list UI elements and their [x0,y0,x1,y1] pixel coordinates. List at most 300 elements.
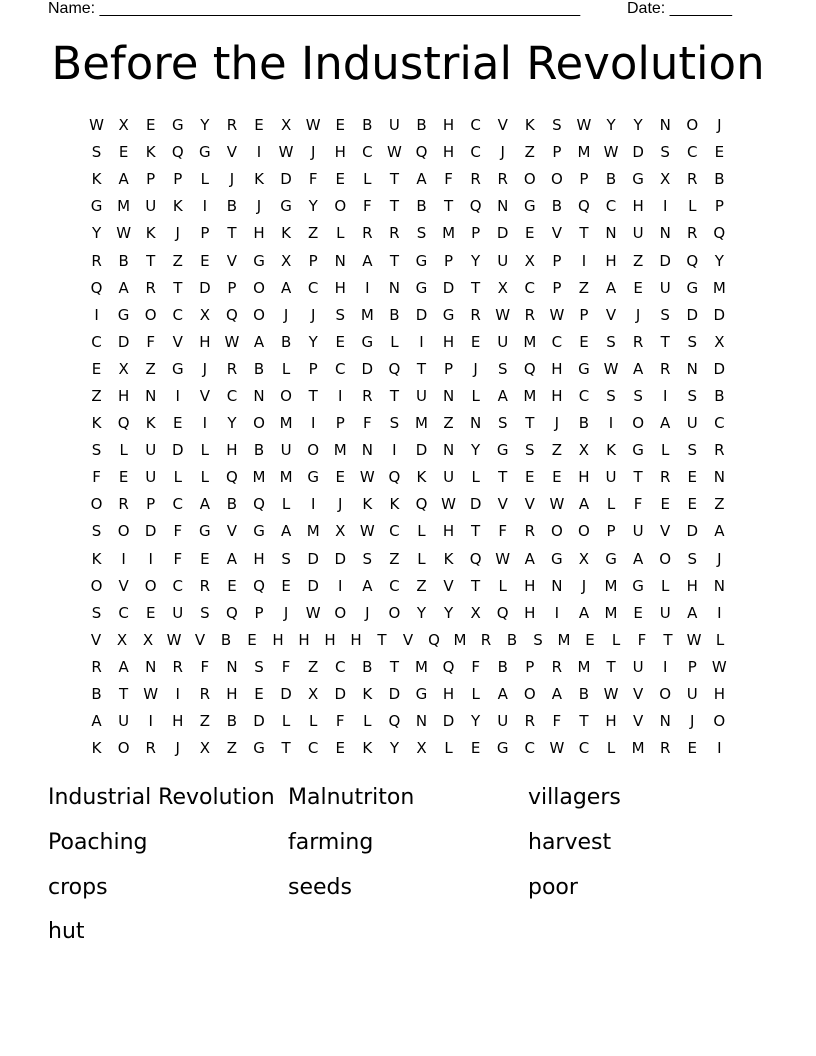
grid-letter[interactable]: S [91,143,102,162]
grid-letter[interactable]: K [172,197,183,216]
grid-letter[interactable]: R [524,305,535,324]
grid-letter[interactable]: Q [469,549,482,568]
grid-letter[interactable]: M [117,197,131,216]
grid-letter[interactable]: E [145,116,156,135]
grid-letter[interactable]: B [497,657,508,676]
grid-letter[interactable]: J [365,603,370,622]
grid-letter[interactable]: E [91,359,102,378]
grid-letter[interactable]: R [118,495,129,514]
grid-letter[interactable]: E [633,278,643,297]
grid-letter[interactable]: L [200,468,210,487]
grid-letter[interactable]: E [118,143,129,162]
grid-letter[interactable]: S [91,603,102,622]
grid-letter[interactable]: T [525,414,535,433]
grid-letter[interactable]: C [389,522,400,541]
grid-letter[interactable]: K [443,549,454,568]
grid-letter[interactable]: L [200,441,210,460]
grid-letter[interactable]: B [118,251,129,270]
grid-letter[interactable]: O [523,685,536,704]
grid-letter[interactable]: U [632,224,644,243]
grid-letter[interactable]: J [690,712,695,731]
grid-letter[interactable]: P [146,170,156,189]
grid-letter[interactable]: I [338,576,343,595]
grid-letter[interactable]: T [173,278,183,297]
grid-letter[interactable]: P [552,143,562,162]
grid-letter[interactable]: A [551,685,562,704]
date-field[interactable]: Date: _______ [627,0,732,17]
grid-letter[interactable]: E [335,332,345,351]
grid-letter[interactable]: X [280,116,292,135]
grid-letter[interactable]: N [659,224,671,243]
grid-letter[interactable]: S [606,332,616,351]
grid-letter[interactable]: T [471,576,481,595]
grid-letter[interactable]: A [605,278,617,297]
grid-letter[interactable]: G [253,739,265,758]
grid-letter[interactable]: O [253,278,265,297]
grid-letter[interactable]: S [281,549,291,568]
grid-letter[interactable]: T [308,386,318,405]
grid-letter[interactable]: H [524,603,536,622]
grid-letter[interactable]: O [90,576,103,595]
grid-letter[interactable]: R [226,359,238,378]
grid-letter[interactable]: B [714,386,725,405]
grid-letter[interactable]: I [148,712,153,731]
grid-letter[interactable]: E [552,468,562,487]
grid-letter[interactable]: Q [388,359,401,378]
grid-letter[interactable]: A [632,549,644,568]
grid-letter[interactable]: E [335,739,345,758]
grid-letter[interactable]: R [199,576,211,595]
grid-letter[interactable]: O [713,712,726,731]
grid-letter[interactable]: D [415,441,428,460]
grid-letter[interactable]: Y [471,712,481,731]
grid-letter[interactable]: W [549,305,565,324]
grid-letter[interactable]: A [687,603,698,622]
grid-letter[interactable]: U [659,603,671,622]
grid-letter[interactable]: M [360,305,374,324]
grid-letter[interactable]: J [717,116,722,135]
grid-letter[interactable]: Z [416,576,427,595]
grid-letter[interactable]: D [334,685,347,704]
grid-letter[interactable]: L [606,739,616,758]
grid-letter[interactable]: R [659,468,671,487]
grid-letter[interactable]: C [118,603,129,622]
grid-letter[interactable]: V [226,251,238,270]
grid-letter[interactable]: Y [471,251,481,270]
grid-letter[interactable]: D [280,685,292,704]
grid-letter[interactable]: Q [226,468,238,487]
grid-letter[interactable]: H [350,630,362,649]
name-field[interactable]: Name: ______________________________________________________ [48,0,581,17]
grid-letter[interactable]: G [171,359,184,378]
grid-letter[interactable]: F [552,712,562,731]
grid-letter[interactable]: H [524,576,536,595]
grid-letter[interactable]: B [416,197,427,216]
grid-letter[interactable]: Z [578,278,590,297]
grid-letter[interactable]: J [500,143,505,162]
grid-letter[interactable]: N [145,657,157,676]
grid-letter[interactable]: Q [226,603,238,622]
grid-letter[interactable]: E [281,576,291,595]
grid-letter[interactable]: H [199,332,211,351]
grid-letter[interactable]: O [578,522,590,541]
grid-letter[interactable]: S [254,657,264,676]
grid-letter[interactable]: O [632,414,644,433]
grid-letter[interactable]: O [686,116,699,135]
grid-letter[interactable]: R [389,224,400,243]
grid-letter[interactable]: F [633,495,643,514]
grid-letter[interactable]: O [334,603,347,622]
grid-letter[interactable]: S [633,386,643,405]
grid-letter[interactable]: T [660,332,670,351]
grid-letter[interactable]: P [146,495,156,514]
grid-letter[interactable]: V [226,522,238,541]
grid-letter[interactable]: P [444,251,454,270]
grid-letter[interactable]: R [551,657,563,676]
grid-letter[interactable]: M [523,386,537,405]
grid-letter[interactable]: T [606,657,616,676]
grid-letter[interactable]: G [361,332,374,351]
grid-letter[interactable]: A [226,549,238,568]
grid-letter[interactable]: W [576,116,592,135]
grid-letter[interactable]: U [280,441,292,460]
grid-letter[interactable]: V [226,143,238,162]
grid-letter[interactable]: C [307,739,319,758]
grid-letter[interactable]: J [338,495,343,514]
grid-letter[interactable]: N [253,386,265,405]
grid-letter[interactable]: P [525,657,535,676]
grid-letter[interactable]: K [524,116,535,135]
grid-letter[interactable]: Z [172,251,183,270]
grid-letter[interactable]: J [175,739,180,758]
grid-letter[interactable]: U [632,522,644,541]
grid-letter[interactable]: M [453,630,467,649]
grid-letter[interactable]: W [224,332,240,351]
grid-letter[interactable]: P [335,414,345,433]
grid-letter[interactable]: U [632,657,644,676]
grid-letter[interactable]: I [662,386,668,405]
grid-letter[interactable]: X [280,251,292,270]
grid-letter[interactable]: O [523,170,536,189]
grid-letter[interactable]: W [603,143,619,162]
grid-letter[interactable]: Y [308,332,318,351]
grid-letter[interactable]: F [200,657,210,676]
grid-letter[interactable]: K [91,170,102,189]
grid-letter[interactable]: L [308,712,318,731]
grid-letter[interactable]: I [554,603,560,622]
grid-letter[interactable]: O [253,414,265,433]
grid-letter[interactable]: E [200,549,210,568]
grid-letter[interactable]: P [200,224,210,243]
grid-letter[interactable]: L [281,495,291,514]
grid-letter[interactable]: C [470,116,481,135]
grid-letter[interactable]: Q [388,712,401,731]
grid-letter[interactable]: N [686,359,698,378]
grid-letter[interactable]: R [470,305,481,324]
grid-letter[interactable]: H [442,522,455,541]
grid-letter[interactable]: L [661,441,670,460]
grid-letter[interactable]: S [525,441,535,460]
grid-letter[interactable]: T [389,386,399,405]
grid-letter[interactable]: W [305,603,321,622]
grid-letter[interactable]: P [173,170,183,189]
grid-letter[interactable]: E [254,116,264,135]
grid-letter[interactable]: N [659,712,671,731]
grid-letter[interactable]: W [711,657,727,676]
grid-letter[interactable]: N [334,251,346,270]
grid-letter[interactable]: S [497,414,508,433]
grid-letter[interactable]: H [226,685,238,704]
grid-letter[interactable]: T [471,522,481,541]
grid-letter[interactable]: H [334,278,346,297]
grid-letter[interactable]: E [335,170,345,189]
grid-letter[interactable]: G [605,549,617,568]
grid-letter[interactable]: N [388,278,401,297]
grid-letter[interactable]: R [687,170,698,189]
grid-letter[interactable]: P [308,359,318,378]
grid-letter[interactable]: Q [117,414,130,433]
grid-letter[interactable]: R [226,116,238,135]
grid-letter[interactable]: J [473,359,478,378]
grid-letter[interactable]: Q [171,143,184,162]
grid-letter[interactable]: N [551,576,563,595]
grid-letter[interactable]: T [119,685,129,704]
grid-letter[interactable]: M [557,630,571,649]
grid-letter[interactable]: C [335,657,346,676]
grid-letter[interactable]: U [415,386,427,405]
grid-letter[interactable]: S [660,143,670,162]
grid-letter[interactable]: Q [253,576,265,595]
grid-letter[interactable]: F [308,170,318,189]
grid-letter[interactable]: A [660,414,671,433]
grid-letter[interactable]: D [144,522,157,541]
grid-letter[interactable]: X [335,522,346,541]
grid-letter[interactable]: A [497,685,508,704]
grid-letter[interactable]: S [533,630,543,649]
grid-letter[interactable]: I [338,386,343,405]
grid-letter[interactable]: T [498,468,508,487]
grid-letter[interactable]: L [715,630,725,649]
grid-letter[interactable]: O [388,603,401,622]
grid-letter[interactable]: I [608,414,614,433]
grid-letter[interactable]: D [632,143,644,162]
grid-letter[interactable]: Y [227,414,237,433]
grid-letter[interactable]: D [659,251,671,270]
grid-letter[interactable]: C [578,739,590,758]
grid-letter[interactable]: C [605,197,617,216]
grid-letter[interactable]: H [442,116,455,135]
grid-letter[interactable]: Y [471,441,481,460]
grid-letter[interactable]: E [585,630,595,649]
grid-letter[interactable]: K [362,685,373,704]
grid-letter[interactable]: A [253,332,265,351]
grid-letter[interactable]: B [280,332,292,351]
grid-letter[interactable]: X [118,359,129,378]
grid-letter[interactable]: O [280,386,292,405]
grid-letter[interactable]: M [712,278,726,297]
grid-letter[interactable]: H [713,685,725,704]
grid-letter[interactable]: A [578,495,590,514]
grid-letter[interactable]: O [550,170,563,189]
grid-letter[interactable]: A [524,549,535,568]
grid-letter[interactable]: K [145,224,156,243]
grid-letter[interactable]: E [687,495,697,514]
grid-letter[interactable]: C [470,143,481,162]
grid-letter[interactable]: V [402,630,414,649]
grid-letter[interactable]: N [470,414,482,433]
grid-letter[interactable]: V [497,116,508,135]
grid-letter[interactable]: O [117,739,130,758]
grid-letter[interactable]: D [686,522,699,541]
grid-letter[interactable]: A [91,712,102,731]
grid-letter[interactable]: I [202,197,208,216]
grid-letter[interactable]: V [605,305,617,324]
grid-letter[interactable]: V [660,522,671,541]
grid-letter[interactable]: U [145,468,157,487]
grid-letter[interactable]: F [146,332,156,351]
grid-letter[interactable]: R [362,224,373,243]
grid-letter[interactable]: R [145,278,156,297]
grid-letter[interactable]: C [91,332,102,351]
grid-letter[interactable]: T [389,657,399,676]
grid-letter[interactable]: H [272,630,284,649]
grid-letter[interactable]: J [283,305,289,324]
grid-letter[interactable]: X [578,549,590,568]
grid-letter[interactable]: I [121,549,126,568]
grid-letter[interactable]: W [495,549,511,568]
grid-letter[interactable]: G [551,549,563,568]
grid-letter[interactable]: L [417,549,426,568]
grid-letter[interactable]: X [118,116,129,135]
grid-letter[interactable]: D [199,278,211,297]
grid-letter[interactable]: M [577,143,591,162]
grid-letter[interactable]: U [497,332,509,351]
grid-letter[interactable]: T [579,224,589,243]
grid-letter[interactable]: F [444,170,453,189]
grid-letter[interactable]: R [199,685,211,704]
grid-letter[interactable]: L [444,739,453,758]
grid-letter[interactable]: R [524,522,535,541]
grid-letter[interactable]: L [281,359,291,378]
grid-letter[interactable]: D [117,332,130,351]
grid-letter[interactable]: D [442,712,455,731]
grid-letter[interactable]: L [417,522,426,541]
grid-letter[interactable]: C [551,332,563,351]
grid-letter[interactable]: F [92,468,101,487]
grid-letter[interactable]: H [117,386,130,405]
grid-letter[interactable]: B [389,305,400,324]
grid-letter[interactable]: G [415,251,428,270]
grid-letter[interactable]: W [549,739,565,758]
grid-letter[interactable]: F [173,522,183,541]
grid-letter[interactable]: P [552,278,562,297]
grid-letter[interactable]: R [91,657,102,676]
grid-letter[interactable]: L [363,170,372,189]
grid-letter[interactable]: P [254,603,264,622]
grid-letter[interactable]: H [253,224,265,243]
grid-letter[interactable]: X [199,305,210,324]
grid-letter[interactable]: F [498,522,508,541]
grid-letter[interactable]: N [713,468,725,487]
grid-letter[interactable]: D [307,576,319,595]
grid-letter[interactable]: B [551,197,563,216]
grid-letter[interactable]: Y [714,251,724,270]
grid-letter[interactable]: U [605,468,617,487]
grid-letter[interactable]: G [496,441,509,460]
grid-letter[interactable]: L [200,170,210,189]
grid-letter[interactable]: N [361,441,373,460]
grid-letter[interactable]: W [278,143,294,162]
grid-letter[interactable]: R [659,359,671,378]
grid-letter[interactable]: M [604,576,618,595]
grid-letter[interactable]: H [253,549,265,568]
grid-letter[interactable]: M [604,603,618,622]
grid-letter[interactable]: X [660,170,671,189]
grid-letter[interactable]: U [686,685,698,704]
grid-letter[interactable]: L [611,630,621,649]
grid-letter[interactable]: J [310,143,316,162]
grid-letter[interactable]: D [361,359,374,378]
grid-letter[interactable]: Y [389,739,399,758]
grid-letter[interactable]: T [633,468,643,487]
grid-letter[interactable]: P [687,657,697,676]
grid-letter[interactable]: G [415,685,428,704]
grid-letter[interactable]: T [281,739,291,758]
grid-letter[interactable]: W [116,224,132,243]
grid-letter[interactable]: Y [606,116,616,135]
grid-letter[interactable]: F [637,630,647,649]
grid-letter[interactable]: R [714,441,725,460]
grid-letter[interactable]: N [659,116,671,135]
grid-letter[interactable]: G [307,468,319,487]
grid-letter[interactable]: V [90,630,102,649]
grid-letter[interactable]: Y [443,603,454,622]
grid-letter[interactable]: I [392,441,397,460]
grid-letter[interactable]: A [632,359,644,378]
grid-letter[interactable]: Y [91,224,102,243]
grid-letter[interactable]: S [389,414,400,433]
grid-letter[interactable]: P [308,251,318,270]
grid-letter[interactable]: H [442,332,455,351]
grid-letter[interactable]: C [362,143,373,162]
grid-letter[interactable]: T [579,712,589,731]
grid-letter[interactable]: I [202,414,208,433]
grid-letter[interactable]: R [91,251,102,270]
grid-letter[interactable]: F [471,657,480,676]
grid-letter[interactable]: E [254,685,264,704]
grid-letter[interactable]: I [175,386,180,405]
grid-letter[interactable]: B [253,359,265,378]
grid-letter[interactable]: O [144,305,157,324]
grid-letter[interactable]: B [714,170,725,189]
grid-letter[interactable]: M [523,332,537,351]
grid-letter[interactable]: T [227,224,237,243]
grid-letter[interactable]: M [415,657,428,676]
grid-letter[interactable]: E [633,603,643,622]
grid-letter[interactable]: G [415,278,428,297]
grid-letter[interactable]: Q [442,657,455,676]
grid-letter[interactable]: Q [388,468,401,487]
grid-letter[interactable]: K [91,549,102,568]
grid-letter[interactable]: O [659,549,672,568]
grid-letter[interactable]: C [524,739,536,758]
grid-letter[interactable]: U [686,414,698,433]
grid-letter[interactable]: G [632,170,644,189]
grid-letter[interactable]: Z [91,386,102,405]
grid-letter[interactable]: E [335,468,345,487]
grid-letter[interactable]: B [362,657,373,676]
grid-letter[interactable]: X [416,739,427,758]
